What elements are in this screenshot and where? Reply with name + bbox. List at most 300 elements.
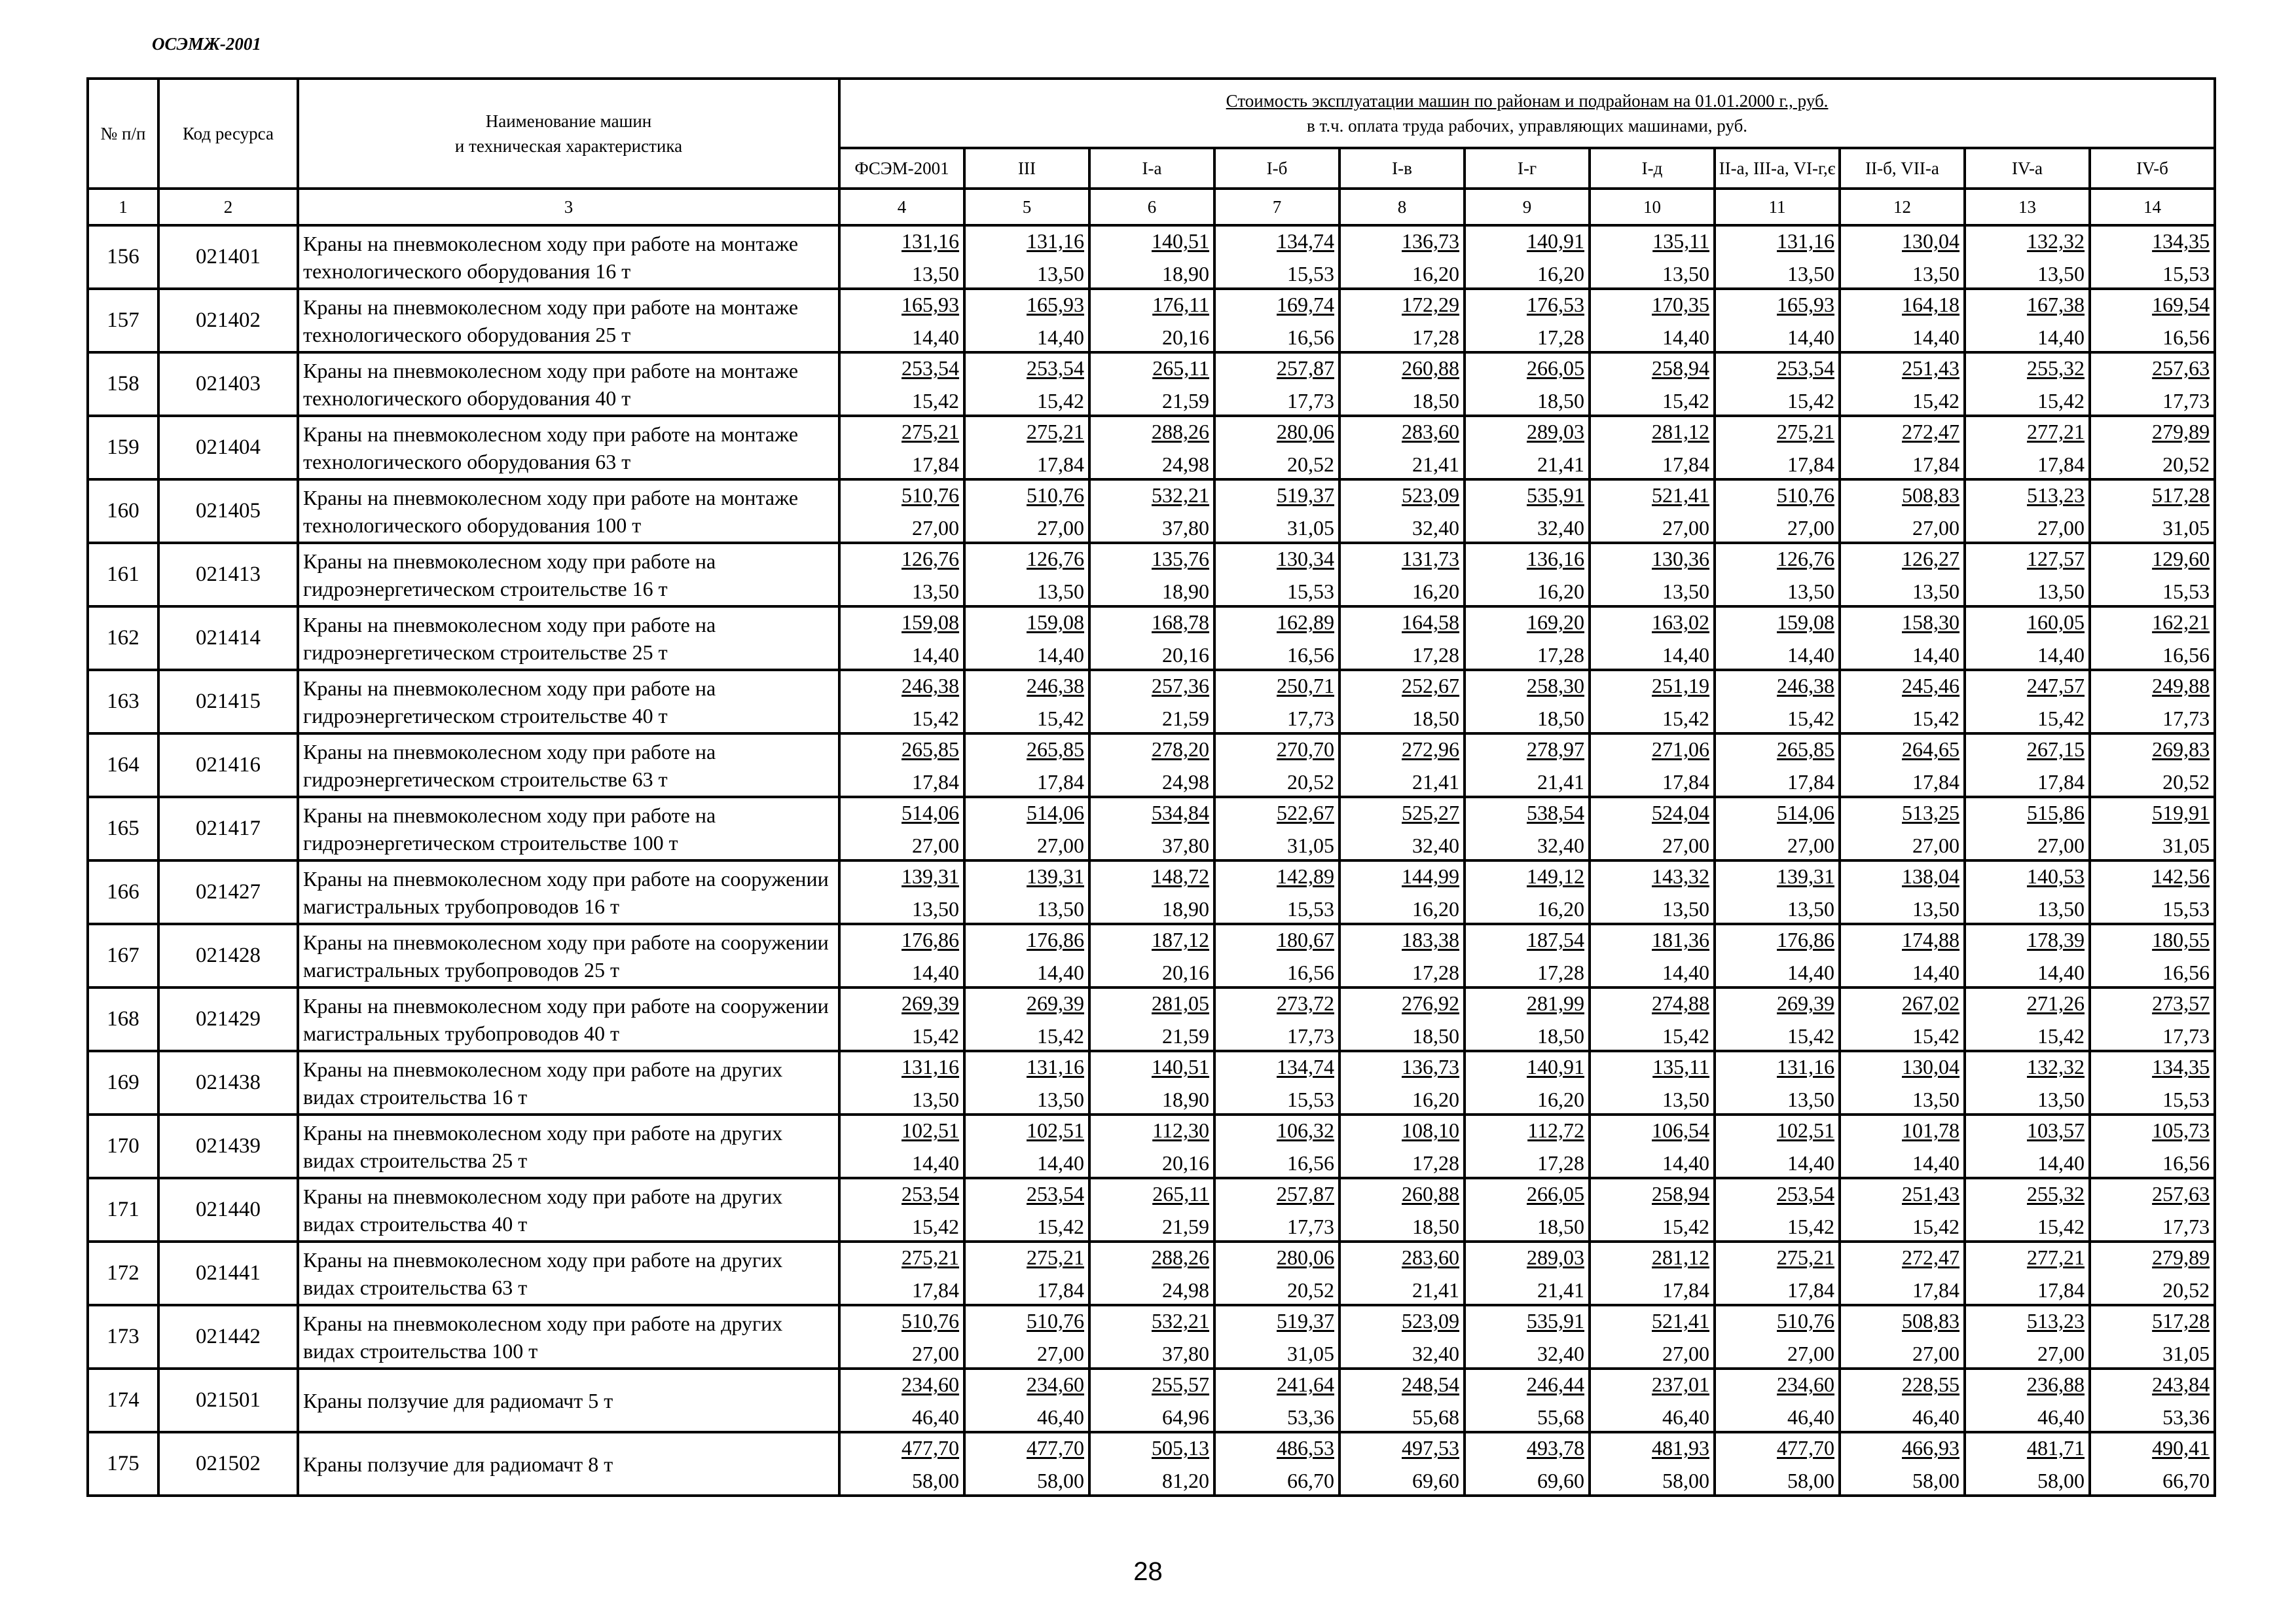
operating-cost: 253,54 <box>1027 1182 1084 1206</box>
operating-cost: 466,93 <box>1902 1436 1959 1460</box>
operating-cost: 127,57 <box>2027 547 2085 570</box>
labor-cost: 13,50 <box>912 897 959 921</box>
operating-cost: 265,85 <box>902 737 959 761</box>
operating-cost: 273,72 <box>1277 991 1334 1015</box>
resource-code: 021439 <box>158 1115 298 1178</box>
labor-cost: 17,84 <box>2037 452 2085 476</box>
table-row <box>88 860 2215 924</box>
labor-cost: 32,40 <box>1537 834 1584 857</box>
cost-cell <box>839 670 964 733</box>
cost-cell <box>2090 1369 2215 1432</box>
cost-cell <box>2090 797 2215 860</box>
labor-cost: 18,50 <box>1412 389 1459 413</box>
operating-cost: 243,84 <box>2152 1373 2210 1396</box>
labor-cost: 15,42 <box>1787 389 1834 413</box>
column-number: 11 <box>1715 189 1840 225</box>
operating-cost: 493,78 <box>1527 1436 1584 1460</box>
table-row <box>88 543 2215 606</box>
cost-cell <box>2090 289 2215 352</box>
labor-cost: 21,41 <box>1412 770 1459 794</box>
cost-cell <box>964 1369 1089 1432</box>
labor-cost: 46,40 <box>2037 1405 2085 1429</box>
operating-cost: 246,44 <box>1527 1373 1584 1396</box>
operating-cost: 139,31 <box>902 864 959 888</box>
cost-cell <box>1840 225 1965 289</box>
labor-cost: 17,84 <box>1037 452 1084 476</box>
labor-cost: 14,40 <box>2037 325 2085 349</box>
labor-cost: 53,36 <box>1287 1405 1334 1429</box>
labor-cost: 14,40 <box>2037 643 2085 667</box>
labor-cost: 17,73 <box>1287 1215 1334 1238</box>
labor-cost: 14,40 <box>1787 1151 1834 1175</box>
operating-cost: 283,60 <box>1402 1246 1459 1269</box>
cost-cell <box>1590 1242 1715 1305</box>
operating-cost: 257,87 <box>1277 1182 1334 1206</box>
labor-cost: 17,84 <box>1787 452 1834 476</box>
cost-cell <box>1214 416 1339 479</box>
cost-cell <box>1339 225 1465 289</box>
cost-cell <box>1590 924 1715 987</box>
cost-cell <box>2090 416 2215 479</box>
table-row <box>88 1051 2215 1115</box>
labor-cost: 15,42 <box>2037 1215 2085 1238</box>
operating-cost: 258,94 <box>1652 1182 1709 1206</box>
operating-cost: 271,26 <box>2027 991 2085 1015</box>
cost-cell <box>839 225 964 289</box>
resource-code: 021402 <box>158 289 298 352</box>
operating-cost: 515,86 <box>2027 801 2085 824</box>
cost-cell <box>839 352 964 416</box>
resource-code: 021440 <box>158 1178 298 1242</box>
operating-cost: 514,06 <box>1777 801 1834 824</box>
operating-cost: 187,54 <box>1527 928 1584 951</box>
cost-cell <box>1590 1178 1715 1242</box>
operating-cost: 105,73 <box>2152 1118 2210 1142</box>
labor-cost: 58,00 <box>912 1469 959 1492</box>
resource-code: 021405 <box>158 479 298 543</box>
cost-cell <box>1339 733 1465 797</box>
operating-cost: 176,86 <box>902 928 959 951</box>
labor-cost: 32,40 <box>1537 516 1584 540</box>
operating-cost: 181,36 <box>1652 928 1709 951</box>
operating-cost: 136,73 <box>1402 1055 1459 1079</box>
cost-cell <box>1465 797 1590 860</box>
operating-cost: 135,11 <box>1652 229 1709 253</box>
labor-cost: 55,68 <box>1537 1405 1584 1429</box>
labor-cost: 14,40 <box>1662 325 1709 349</box>
labor-cost: 13,50 <box>1037 262 1084 286</box>
operating-cost: 289,03 <box>1527 1246 1584 1269</box>
operating-cost: 272,96 <box>1402 737 1459 761</box>
operating-cost: 140,91 <box>1527 229 1584 253</box>
cost-cell <box>1339 416 1465 479</box>
cost-cell <box>1840 1051 1965 1115</box>
labor-cost: 21,59 <box>1162 389 1209 413</box>
resource-code: 021429 <box>158 987 298 1051</box>
cost-cell <box>839 416 964 479</box>
operating-cost: 172,29 <box>1402 293 1459 316</box>
column-number: 7 <box>1214 189 1339 225</box>
operating-cost: 522,67 <box>1277 801 1334 824</box>
resource-code: 021502 <box>158 1432 298 1496</box>
column-number: 12 <box>1840 189 1965 225</box>
cost-cell <box>1214 670 1339 733</box>
operating-cost: 142,56 <box>2152 864 2210 888</box>
operating-cost: 164,58 <box>1402 610 1459 634</box>
operating-cost: 267,02 <box>1902 991 1959 1015</box>
labor-cost: 27,00 <box>2037 1342 2085 1365</box>
cost-cell <box>1089 543 1214 606</box>
cost-cell <box>1465 860 1590 924</box>
cost-cell <box>1840 670 1965 733</box>
column-number: 2 <box>158 189 298 225</box>
cost-cell <box>1089 352 1214 416</box>
cost-cell <box>1339 1115 1465 1178</box>
labor-cost: 13,50 <box>912 262 959 286</box>
operating-cost: 130,04 <box>1902 229 1959 253</box>
cost-cell <box>1590 606 1715 670</box>
labor-cost: 16,20 <box>1537 897 1584 921</box>
cost-cell <box>1840 1432 1965 1496</box>
machine-name: Краны на пневмоколесном ходу при работе на гидроэнергетическом строительстве 63 т <box>298 733 839 797</box>
labor-cost: 13,50 <box>1912 580 1959 603</box>
row-number: 157 <box>88 289 158 352</box>
cost-cell <box>1214 543 1339 606</box>
labor-cost: 17,28 <box>1412 961 1459 984</box>
cost-cell <box>2090 670 2215 733</box>
cost-cell <box>1715 797 1840 860</box>
cost-cell <box>839 1432 964 1496</box>
operating-cost: 510,76 <box>1777 483 1834 507</box>
operating-cost: 275,21 <box>902 420 959 443</box>
labor-cost: 27,00 <box>1037 516 1084 540</box>
cost-cell <box>1465 1432 1590 1496</box>
labor-cost: 15,53 <box>1287 262 1334 286</box>
labor-cost: 27,00 <box>912 834 959 857</box>
cost-cell <box>1089 860 1214 924</box>
operating-cost: 148,72 <box>1152 864 1209 888</box>
labor-cost: 16,56 <box>2162 643 2210 667</box>
labor-cost: 17,28 <box>1537 325 1584 349</box>
labor-cost: 31,05 <box>1287 834 1334 857</box>
labor-cost: 18,90 <box>1162 262 1209 286</box>
machine-name: Краны на пневмоколесном ходу при работе на других видах строительства 63 т <box>298 1242 839 1305</box>
labor-cost: 14,40 <box>1662 1151 1709 1175</box>
labor-cost: 14,40 <box>1912 961 1959 984</box>
labor-cost: 37,80 <box>1162 1342 1209 1365</box>
cost-cell <box>1965 733 2090 797</box>
labor-cost: 13,50 <box>1662 262 1709 286</box>
cost-cell <box>1339 1369 1465 1432</box>
operating-cost: 257,36 <box>1152 674 1209 697</box>
row-number: 174 <box>88 1369 158 1432</box>
table-row <box>88 797 2215 860</box>
cost-cell <box>2090 860 2215 924</box>
operating-cost: 281,05 <box>1152 991 1209 1015</box>
operating-cost: 269,39 <box>1027 991 1084 1015</box>
operating-cost: 159,08 <box>902 610 959 634</box>
labor-cost: 15,42 <box>2037 707 2085 730</box>
cost-cell <box>1840 797 1965 860</box>
operating-cost: 165,93 <box>1027 293 1084 316</box>
cost-cell <box>1715 1242 1840 1305</box>
cost-cell <box>1715 670 1840 733</box>
cost-cell <box>964 225 1089 289</box>
labor-cost: 27,00 <box>2037 834 2085 857</box>
cost-cell <box>1590 1305 1715 1369</box>
operating-cost: 103,57 <box>2027 1118 2085 1142</box>
operating-cost: 253,54 <box>1027 356 1084 380</box>
row-number: 161 <box>88 543 158 606</box>
cost-cell <box>1965 225 2090 289</box>
machine-name: Краны на пневмоколесном ходу при работе на монтаже технологического оборудования 100 т <box>298 479 839 543</box>
cost-cell <box>964 543 1089 606</box>
cost-cell <box>1715 860 1840 924</box>
cost-cell <box>964 352 1089 416</box>
operating-cost: 162,89 <box>1277 610 1334 634</box>
labor-cost: 13,50 <box>1787 580 1834 603</box>
cost-cell <box>964 924 1089 987</box>
labor-cost: 16,20 <box>1412 262 1459 286</box>
labor-cost: 15,42 <box>1662 389 1709 413</box>
labor-cost: 15,42 <box>1662 707 1709 730</box>
cost-cell <box>1214 1115 1339 1178</box>
labor-cost: 46,40 <box>1662 1405 1709 1429</box>
row-number: 158 <box>88 352 158 416</box>
labor-cost: 27,00 <box>1912 834 1959 857</box>
cost-cell <box>1089 1369 1214 1432</box>
labor-cost: 16,56 <box>1287 325 1334 349</box>
operating-cost: 160,05 <box>2027 610 2085 634</box>
labor-cost: 13,50 <box>1662 1088 1709 1111</box>
labor-cost: 17,84 <box>1912 1278 1959 1302</box>
cost-cell <box>1214 987 1339 1051</box>
cost-cell <box>1089 1051 1214 1115</box>
labor-cost: 15,42 <box>912 1215 959 1238</box>
row-number: 168 <box>88 987 158 1051</box>
operating-cost: 532,21 <box>1152 483 1209 507</box>
labor-cost: 13,50 <box>1662 897 1709 921</box>
operating-cost: 275,21 <box>902 1246 959 1269</box>
cost-cell <box>1965 543 2090 606</box>
cost-cell <box>1590 860 1715 924</box>
operating-cost: 281,12 <box>1652 420 1709 443</box>
cost-cell <box>2090 924 2215 987</box>
operating-cost: 265,11 <box>1152 356 1209 380</box>
operating-cost: 106,54 <box>1652 1118 1709 1142</box>
machine-name: Краны на пневмоколесном ходу при работе на сооружении магистральных трубопроводов 25 т <box>298 924 839 987</box>
table-row <box>88 987 2215 1051</box>
cost-cell <box>1089 479 1214 543</box>
column-number: 8 <box>1339 189 1465 225</box>
cost-cell <box>1339 987 1465 1051</box>
resource-code: 021403 <box>158 352 298 416</box>
cost-cell <box>1089 1305 1214 1369</box>
operating-cost: 253,54 <box>1777 1182 1834 1206</box>
labor-cost: 27,00 <box>1662 1342 1709 1365</box>
labor-cost: 46,40 <box>1787 1405 1834 1429</box>
region-header: I-д <box>1590 148 1715 189</box>
cost-cell <box>2090 1051 2215 1115</box>
operating-cost: 513,23 <box>2027 483 2085 507</box>
row-number: 165 <box>88 797 158 860</box>
operating-cost: 126,27 <box>1902 547 1959 570</box>
cost-cell <box>839 543 964 606</box>
labor-cost: 15,42 <box>1662 1024 1709 1048</box>
cost-cell <box>1339 606 1465 670</box>
cost-cell <box>1465 289 1590 352</box>
labor-cost: 13,50 <box>1787 897 1834 921</box>
cost-cell <box>1965 860 2090 924</box>
cost-cell <box>1840 289 1965 352</box>
labor-cost: 27,00 <box>1912 516 1959 540</box>
header-name <box>298 79 839 189</box>
operating-cost: 275,21 <box>1027 1246 1084 1269</box>
labor-cost: 21,41 <box>1537 1278 1584 1302</box>
operating-cost: 477,70 <box>902 1436 959 1460</box>
operating-cost: 525,27 <box>1402 801 1459 824</box>
operating-cost: 275,21 <box>1027 420 1084 443</box>
cost-cell <box>1715 1432 1840 1496</box>
labor-cost: 27,00 <box>1787 1342 1834 1365</box>
labor-cost: 32,40 <box>1412 1342 1459 1365</box>
cost-cell <box>1590 1115 1715 1178</box>
cost-cell <box>1465 987 1590 1051</box>
cost-cell <box>1715 1178 1840 1242</box>
machine-name: Краны ползучие для радиомачт 5 т <box>298 1369 839 1432</box>
cost-cell <box>964 479 1089 543</box>
labor-cost: 15,42 <box>1787 707 1834 730</box>
labor-cost: 13,50 <box>1787 262 1834 286</box>
region-header: III <box>964 148 1089 189</box>
operating-cost: 245,46 <box>1902 674 1959 697</box>
operating-cost: 247,57 <box>2027 674 2085 697</box>
cost-cell <box>1840 352 1965 416</box>
labor-cost: 20,52 <box>1287 452 1334 476</box>
labor-cost: 18,50 <box>1537 389 1584 413</box>
operating-cost: 265,85 <box>1777 737 1834 761</box>
cost-cell <box>1590 225 1715 289</box>
operating-cost: 135,11 <box>1652 1055 1709 1079</box>
labor-cost: 20,52 <box>2162 770 2210 794</box>
resource-code: 021417 <box>158 797 298 860</box>
row-number: 159 <box>88 416 158 479</box>
cost-cell <box>1339 1242 1465 1305</box>
labor-cost: 15,42 <box>1037 707 1084 730</box>
operating-cost: 176,11 <box>1152 293 1209 316</box>
labor-cost: 66,70 <box>2162 1469 2210 1492</box>
labor-cost: 31,05 <box>2162 834 2210 857</box>
operating-cost: 486,53 <box>1277 1436 1334 1460</box>
operating-cost: 280,06 <box>1277 1246 1334 1269</box>
cost-cell <box>1715 1369 1840 1432</box>
table-row <box>88 352 2215 416</box>
cost-cell <box>2090 1178 2215 1242</box>
operating-cost: 280,06 <box>1277 420 1334 443</box>
labor-cost: 27,00 <box>1662 834 1709 857</box>
labor-cost: 15,53 <box>1287 580 1334 603</box>
operating-cost: 180,55 <box>2152 928 2210 951</box>
resource-code: 021415 <box>158 670 298 733</box>
cost-cell <box>1590 543 1715 606</box>
labor-cost: 15,42 <box>1787 1215 1834 1238</box>
labor-cost: 17,73 <box>1287 707 1334 730</box>
cost-cell <box>964 1178 1089 1242</box>
labor-cost: 15,53 <box>1287 1088 1334 1111</box>
cost-cell <box>839 797 964 860</box>
operating-cost: 130,34 <box>1277 547 1334 570</box>
operating-cost: 279,89 <box>2152 1246 2210 1269</box>
resource-code: 021414 <box>158 606 298 670</box>
labor-cost: 14,40 <box>912 643 959 667</box>
cost-cell <box>1590 479 1715 543</box>
labor-cost: 21,59 <box>1162 1024 1209 1048</box>
cost-cell <box>1214 1305 1339 1369</box>
operating-cost: 538,54 <box>1527 801 1584 824</box>
operating-cost: 144,99 <box>1402 864 1459 888</box>
cost-cell <box>1339 670 1465 733</box>
labor-cost: 32,40 <box>1412 834 1459 857</box>
cost-cell <box>1590 670 1715 733</box>
region-header: I-г <box>1465 148 1590 189</box>
labor-cost: 18,90 <box>1162 580 1209 603</box>
labor-cost: 46,40 <box>1912 1405 1959 1429</box>
cost-cell <box>1089 1178 1214 1242</box>
operating-cost: 260,88 <box>1402 1182 1459 1206</box>
operating-cost: 174,88 <box>1902 928 1959 951</box>
labor-cost: 15,53 <box>2162 1088 2210 1111</box>
operating-cost: 253,54 <box>1777 356 1834 380</box>
labor-cost: 20,52 <box>2162 452 2210 476</box>
labor-cost: 17,84 <box>2037 770 2085 794</box>
labor-cost: 17,84 <box>1037 1278 1084 1302</box>
operating-cost: 241,64 <box>1277 1373 1334 1396</box>
labor-cost: 46,40 <box>1037 1405 1084 1429</box>
labor-cost: 13,50 <box>2037 897 2085 921</box>
labor-cost: 17,28 <box>1412 643 1459 667</box>
cost-cell <box>1339 860 1465 924</box>
labor-cost: 15,53 <box>2162 580 2210 603</box>
cost-cell <box>1465 543 1590 606</box>
labor-cost: 18,50 <box>1412 707 1459 730</box>
resource-code: 021404 <box>158 416 298 479</box>
cost-cell <box>1465 733 1590 797</box>
cost-cell <box>964 606 1089 670</box>
labor-cost: 20,16 <box>1162 961 1209 984</box>
cost-cell <box>1089 924 1214 987</box>
operating-cost: 266,05 <box>1527 1182 1584 1206</box>
cost-cell <box>2090 352 2215 416</box>
labor-cost: 27,00 <box>1662 516 1709 540</box>
resource-code: 021501 <box>158 1369 298 1432</box>
operating-cost: 267,15 <box>2027 737 2085 761</box>
machine-name: Краны на пневмоколесном ходу при работе на монтаже технологического оборудования 40 т <box>298 352 839 416</box>
cost-cell <box>964 1051 1089 1115</box>
header-cost-title: Стоимость эксплуатации машин по районам и подрайонам на 01.01.2000 г., руб. <box>1226 91 1829 111</box>
cost-cell <box>1840 1369 1965 1432</box>
region-header: II-а, III-а, VI-г,є <box>1715 148 1840 189</box>
operating-cost: 131,16 <box>902 1055 959 1079</box>
resource-code: 021427 <box>158 860 298 924</box>
operating-cost: 140,53 <box>2027 864 2085 888</box>
row-number: 169 <box>88 1051 158 1115</box>
cost-cell <box>1089 606 1214 670</box>
machine-name: Краны на пневмоколесном ходу при работе на других видах строительства 16 т <box>298 1051 839 1115</box>
labor-cost: 18,50 <box>1537 707 1584 730</box>
labor-cost: 17,73 <box>2162 389 2210 413</box>
cost-cell <box>1965 924 2090 987</box>
row-number: 166 <box>88 860 158 924</box>
